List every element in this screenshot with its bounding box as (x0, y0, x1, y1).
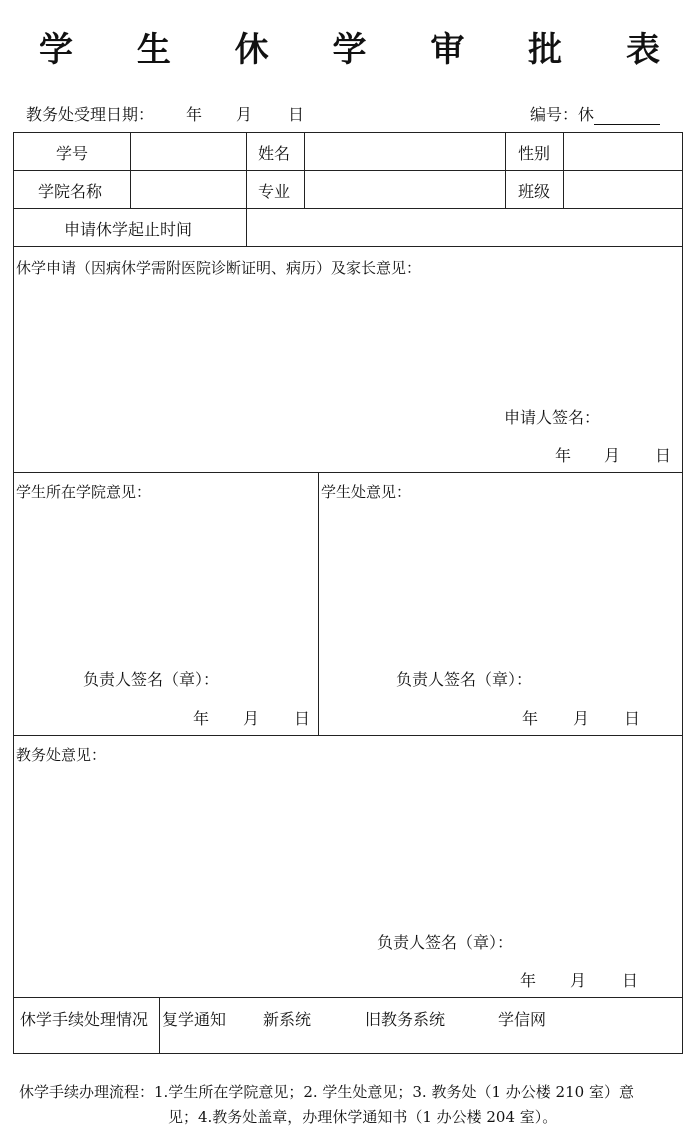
student-office-month: 月 (573, 709, 590, 728)
class-field[interactable] (564, 171, 682, 208)
leave-period-label: 申请休学起止时间 (64, 220, 193, 239)
processing-item-chsi[interactable]: 学信网 (498, 1010, 547, 1029)
receipt-date-label: 教务处受理日期： (26, 105, 155, 124)
academic-office-year: 年 (520, 971, 537, 990)
college-label: 学院名称 (38, 182, 103, 201)
college-year: 年 (193, 709, 210, 728)
header-day: 日 (288, 105, 305, 124)
table-rule (13, 735, 683, 736)
college-opinion-label: 学生所在学院意见： (16, 483, 152, 501)
academic-office-opinion-label: 教务处意见： (16, 746, 107, 764)
college-signature-label: 负责人签名（章）： (83, 670, 220, 689)
processing-label: 休学手续处理情况 (20, 1010, 149, 1029)
table-rule (159, 997, 160, 1054)
table-rule (13, 997, 683, 998)
processing-item-resume-notice[interactable]: 复学通知 (162, 1010, 227, 1029)
academic-office-month: 月 (570, 971, 587, 990)
academic-office-day: 日 (622, 971, 639, 990)
table-rule (505, 132, 506, 209)
applicant-signature-label: 申请人签名： (504, 408, 601, 427)
procedure-note-line2: 见；4.教务处盖章，办理休学通知书（1 办公楼 204 室）。 (168, 1108, 558, 1126)
form-title: 学 生 休 学 审 批 表 (38, 30, 687, 70)
college-field[interactable] (131, 171, 246, 208)
college-day: 日 (294, 709, 311, 728)
class-label: 班级 (518, 182, 551, 201)
header-month: 月 (236, 105, 253, 124)
name-label: 姓名 (258, 144, 291, 163)
college-opinion-area[interactable] (14, 505, 317, 660)
academic-office-signature-label: 负责人签名（章）： (377, 933, 514, 952)
table-rule (246, 132, 247, 209)
name-field[interactable] (305, 133, 505, 170)
application-year: 年 (555, 446, 572, 465)
serial-number-label: 编号：休 (530, 102, 660, 125)
student-office-year: 年 (522, 709, 539, 728)
leave-period-field[interactable] (247, 209, 682, 246)
procedure-note-line1: 休学手续办理流程：1.学生所在学院意见；2. 学生处意见；3. 教务处（1 办公楼 210 室）意 (19, 1083, 634, 1101)
application-label: 休学申请（因病休学需附医院诊断证明、病历）及家长意见： (16, 259, 422, 277)
table-border (682, 132, 683, 1054)
application-text-area[interactable] (14, 280, 682, 400)
table-rule (13, 472, 683, 473)
student-id-field[interactable] (131, 133, 246, 170)
student-office-opinion-label: 学生处意见： (321, 483, 412, 501)
college-month: 月 (243, 709, 260, 728)
processing-item-new-system[interactable]: 新系统 (263, 1010, 312, 1029)
gender-label: 性别 (518, 144, 551, 163)
student-office-signature-label: 负责人签名（章）： (396, 670, 533, 689)
serial-number-blank[interactable] (594, 107, 660, 125)
major-label: 专业 (258, 182, 291, 201)
student-office-opinion-area[interactable] (319, 505, 682, 660)
table-rule (13, 246, 683, 247)
academic-office-opinion-area[interactable] (14, 770, 682, 920)
processing-item-old-system[interactable]: 旧教务系统 (365, 1010, 446, 1029)
gender-field[interactable] (564, 133, 682, 170)
application-day: 日 (655, 446, 672, 465)
student-id-label: 学号 (56, 144, 89, 163)
table-border (13, 1053, 683, 1054)
student-office-day: 日 (624, 709, 641, 728)
major-field[interactable] (305, 171, 505, 208)
header-year: 年 (186, 105, 203, 124)
application-month: 月 (604, 446, 621, 465)
